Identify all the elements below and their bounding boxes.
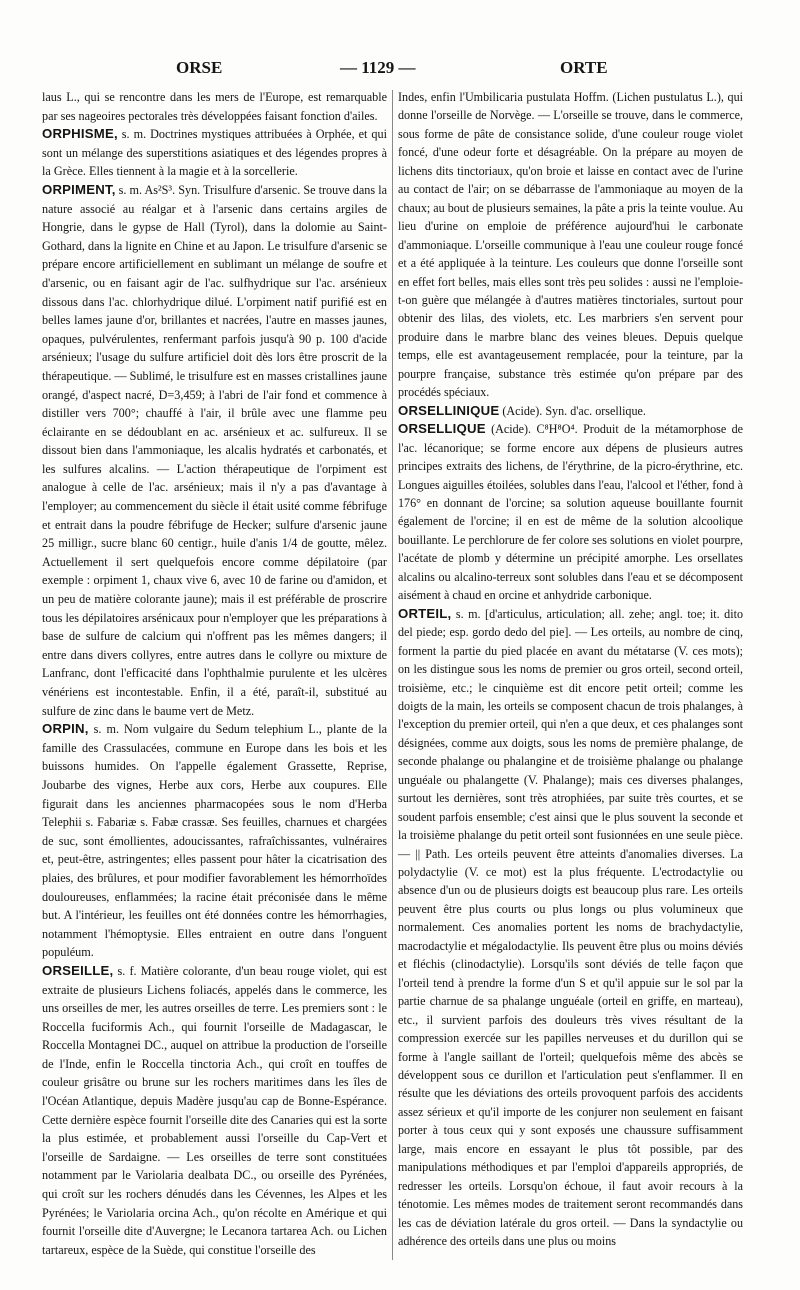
entry-orsellinique: [398, 402, 743, 420]
page-number: — 1129 —: [340, 58, 416, 77]
entry-headword: ORPHISME,: [42, 126, 118, 142]
entry-headword: ORPIMENT,: [42, 181, 116, 197]
entry-text: Indes, enfin l'Umbilicaria pustulata Hoffm. (Lichen pustulatus L.), qui donne l'orseille de Norvège. — L'orseille se trouve, dans le commerce, sous forme de pâte de consistance solide, d'une couleur rouge violet foncé, d'une odeur forte et désagréable. On la prépare au moyen de lichens dits tinctoriaux, qu'on broie et laisse en contact avec de l'urine au contact de l'air; on se débarrasse de l'ammoniaque au moyen de la chaux; au bout de plusieurs semaines, la pâte a pris la teinte voulue. Au lieu d'urine on emploie de préférence aujourd'hui le carbonate d'ammoniaque. L'orseille communique à l'eau une couleur rouge foncé et a été appliquée à la teinture. Les couleurs que donne l'orseille sont en effet fort belles, mais elles sont très peu solides : aussi ne l'emploie-t-on guère que mélangée à d'autres matières tinctoriales, surtout pour obtenir des lilas, des violets, etc. Les marbriers s'en servent pour produire dans le marbre blanc des veines bleues. Depuis quelque temps, elle est avantageusement remplacée, pour la teinture, par la pourpre française, substance très estimée qu'on prépare par des procédés spéciaux.: [398, 90, 743, 400]
entry-text: (Acide). Syn. d'ac. orsellique.: [499, 403, 646, 418]
entry-headword: ORSELLIQUE: [398, 421, 486, 437]
column-divider: [392, 90, 393, 1260]
entry-text: s. m. Nom vulgaire du Sedum telephium L., plante de la famille des Crassulacées, commune en Europe dans les bois et les buissons humides. On l'appelle également Grassette, Reprise, Joubarbe des vignes, Herbe aux cors, Herbe aux coupures. Elle figurait dans les anciennes pharmacopées sous le nom d'Herba Telephii s. Fabariæ s. Fabæ crassæ. Ses feuilles, charnues et chargées de suc, sont émollientes, adoucissantes, rafraîchissantes, vulnéraires et, peut-être, astringentes; elles passent pour hâter la cicatrisation des plaies, des brûlures, et pour modifier favorablement les hémorrhoïdes douloureuses, enflammées; la racine était préconisée dans le même but. A l'intérieur, les feuilles ont été données contre les hémorrhagies, notamment l'hémoptysie. Elles entraient en outre dans l'onguent populéum.: [42, 722, 387, 960]
entry-text: s. f. Matière colorante, d'un beau rouge violet, qui est extraite de plusieurs Lichens foliacés, appelés dans le commerce, les uns orseilles de mer, les autres orseilles de terre. Les premiers sont : le Roccella fuciformis Ach., qui fournit l'orseille de Madagascar, le Roccella Montagnei DC., auquel on attribue la production de l'orseille de l'Inde, enfin le Roccella tinctoria Ach., qui croît en touffes de couleur grisâtre ou brune sur les rochers maritimes dans les îles de l'Océan Atlantique, depuis Madère jusqu'au cap de Bonne-Espérance. Cette dernière espèce fournit l'orseille dite des Canaries qui est la sorte la plus estimée, et probablement aussi l'orseille du Cap-Vert et l'orseille de Sardaigne. — Les orseilles de terre sont constituées notamment par le Variolaria dealbata DC., ou orseille des Pyrénées, qui croît sur les rochers dénudés dans les Cévennes, les Alpes et les Pyrénées; le Variolaria orcina Ach., qu'on récolte en Amérique et qui fournit l'orseille dite d'Auvergne; le Lecanora tartarea Ach. ou Lichen tartareux, espèce de la Suède, qui constitue l'orseille des: [42, 963, 388, 1257]
entry-orpin: [42, 720, 387, 962]
entry-headword: ORTEIL,: [398, 605, 452, 621]
entry-orphisme: [42, 125, 387, 181]
page-header: [0, 58, 800, 86]
right-column: [398, 88, 743, 1251]
entry-orseille: [42, 962, 387, 1260]
entry-headword: ORSELLINIQUE: [398, 402, 500, 418]
entry-orsellique: [398, 420, 743, 605]
entry-orteil: [398, 605, 743, 1251]
entry-continuation: [42, 88, 387, 125]
entry-text: s. m. [d'articulus, articulation; all. zehe; angl. toe; it. dito del piede; esp. gordo dedo del pie]. — Les orteils, au nombre de cinq, forment la partie du pied placée en avant du métatarse (V. ces mots); on les distingue sous les noms de premier ou gros orteil, second orteil, troisième, etc.; le cinquième est dit encore petit orteil; comme les doigts de la main, les orteils se composent chacun de trois phalanges, à l'exception du premier orteil, qui n'en a que deux, et ces phalanges sont désignées, comme aux doigts, sous les noms de première phalange, de seconde phalange ou phalangine et de troisième phalange ou phalange unguéale ou phalangette (V. Phalange); mais ces diverses phalanges, surtout les dernières, sont très atrophiées, par suite très courtes, et se soudent parfois ensemble; c'est ainsi que le plus souvent la seconde et la troisième phalange du petit orteil sont fusionnées en une seule pièce. — || Path. Les orteils peuvent être atteints d'anomalies diverses. La polydactylie (V. ce mot) est la plus fréquente. L'ectrodactylie ou absence d'un ou de plusieurs doigts est beaucoup plus rare. Les orteils peuvent être plus courts ou plus longs ou plus volumineux que normalement. Ces anomalies portent les noms de brachydactylie, macrodactylie et mégalodactylie. Ils peuvent être plus ou moins déviés et fléchis (clinodactylie). Lorsqu'ils sont déviés de telle façon que l'orteil tend à prendre la forme d'un S et qu'il appuie sur le sol par la partie charnue de sa phalange unguéale (orteil en griffe, en marteau), etc., il survient parfois des douleurs très vives résultant de la compression exercée sur les papilles nerveuses et du durillon qui se forme à l'angle saillant de l'orteil; quelquefois même des abcès se développent sous ce durillon et l'articulation peut s'enflammer. Il en résulte que les déviations des orteils provoquent parfois des accidents assez sérieux et qu'il importe de les conjurer non seulement en faisant porter à tous ceux qui y sont exposés une chaussure suffisamment large, mais encore en essayant le plus tôt possible, par des manipulations méthodiques et par l'emploi d'appareils appropriés, de redresser les orteils. Lorsqu'on échoue, il faut avoir recours à la ténotomie. Les mêmes modes de traitement seront recommandés dans les cas de déviation latérale du gros orteil. — Dans la syndactylie ou adhérence des orteils dans une plus ou moins: [398, 606, 743, 1249]
entry-text: s. m. As²S³. Syn. Trisulfure d'arsenic. Se trouve dans la nature associé au réalgar et à l'arsenic dans certains argiles de Hongrie, dans le gypse de Hall (Tyrol), dans la dolomie au Saint-Gothard, dans la lignite en Chine et au Japon. Le trisulfure d'arsenic se prépare encore artificiellement en sublimant un mélange de soufre et d'arsenic, ou en faisant agir de l'ac. sulfhydrique sur l'ac. arsénieux dissous dans l'ac. chlorhydrique dilué. L'orpiment natif purifié est en belles lames jaune d'or, brillantes et nacrées, l'autre en masses jaunes, opaques, pulvérulentes, renfermant parfois jusqu'à 90 p. 100 d'acide arsénieux; l'usage du sulfure artificiel doit dès lors être proscrit de la thérapeutique. — Sublimé, le trisulfure est en masses cristallines jaune orangé, d'aspect nacré, D=3,459; à l'abri de l'air fond et commence à distiller vers 700°; chauffé à l'air, il brûle avec une flamme peu éclairante en se dédoublant en ac. arsénieux et ac. sulfureux. Il se dissout bien dans l'ammoniaque, les alcalis hydratés et carbonatés, et les sulfures alcalins. — L'action thérapeutique de l'orpiment est analogue à celle de l'ac. arsénieux; mais il n'y a pas d'avantage à l'employer; au commencement du siècle il était usité comme fébrifuge et entrait dans la poudre fébrifuge de Hecker; sulfure d'arsenic jaune 25 milligr., sucre blanc 60 centigr., huile d'anis 1/4 de goutte, mêlez. Actuellement il sert quelquefois encore comme dépilatoire (par exemple : orpiment 1, chaux vive 6, avec 10 de farine ou d'amidon, et un peu de matière colorante jaune); mais il est préférable de proscrire tous les dépilatoires arsénicaux pour n'employer que les préparations à base de sulfure de calcium qui n'offrent pas les mêmes dangers; il entre dans divers collyres, entre autres dans le collyre ou mixture de Lanfranc, dont l'efficacité dans l'ophthalmie purulente et les ulcères vénériens est incontestable. Enfin, il a été, paraît-il, substitué au sulfure de zinc dans le baume vert de Metz.: [42, 182, 387, 718]
entry-continuation: [398, 88, 743, 402]
entry-text: laus L., qui se rencontre dans les mers de l'Europe, est remarquable par ses nageoires pectorales très développées faisant fonction d'ailes.: [42, 90, 387, 123]
entry-headword: ORSEILLE,: [42, 962, 114, 978]
running-head-left: ORSE: [176, 58, 223, 77]
entry-text: s. m. Doctrines mystiques attribuées à Orphée, et qui sont un mélange des superstitions asiatiques et des légendes propres à la Grèce. Elles tiennent à la magie et à la sorcellerie.: [42, 127, 387, 179]
entry-headword: ORPIN,: [42, 721, 89, 737]
entry-text: (Acide). C⁸H⁸O⁴. Produit de la métamorphose de l'ac. lécanorique; se forme encore aux dépens de plusieurs autres principes extraits des lichens, de l'érythrine, de la picro-érythrine, etc. Longues aiguilles étoilées, solubles dans l'eau, l'alcool et l'éther, fond à 176° en donnant de l'orcine; sa solution aqueuse bouillante fournit également de l'orcine; il en est de même de la solution alcoolique bouillante. Le perchlorure de fer colore ses solutions en violet pourpre, l'acétate de plomb y détermine un précipité amorphe. Les orsellates alcalins ou alcalino-terreux sont solubles dans l'eau et se décomposent aisément à chaud en orcine et anhydride carbonique.: [398, 422, 743, 603]
entry-orpiment: [42, 181, 387, 720]
running-head-right: ORTE: [560, 58, 608, 77]
left-column: [42, 88, 387, 1259]
